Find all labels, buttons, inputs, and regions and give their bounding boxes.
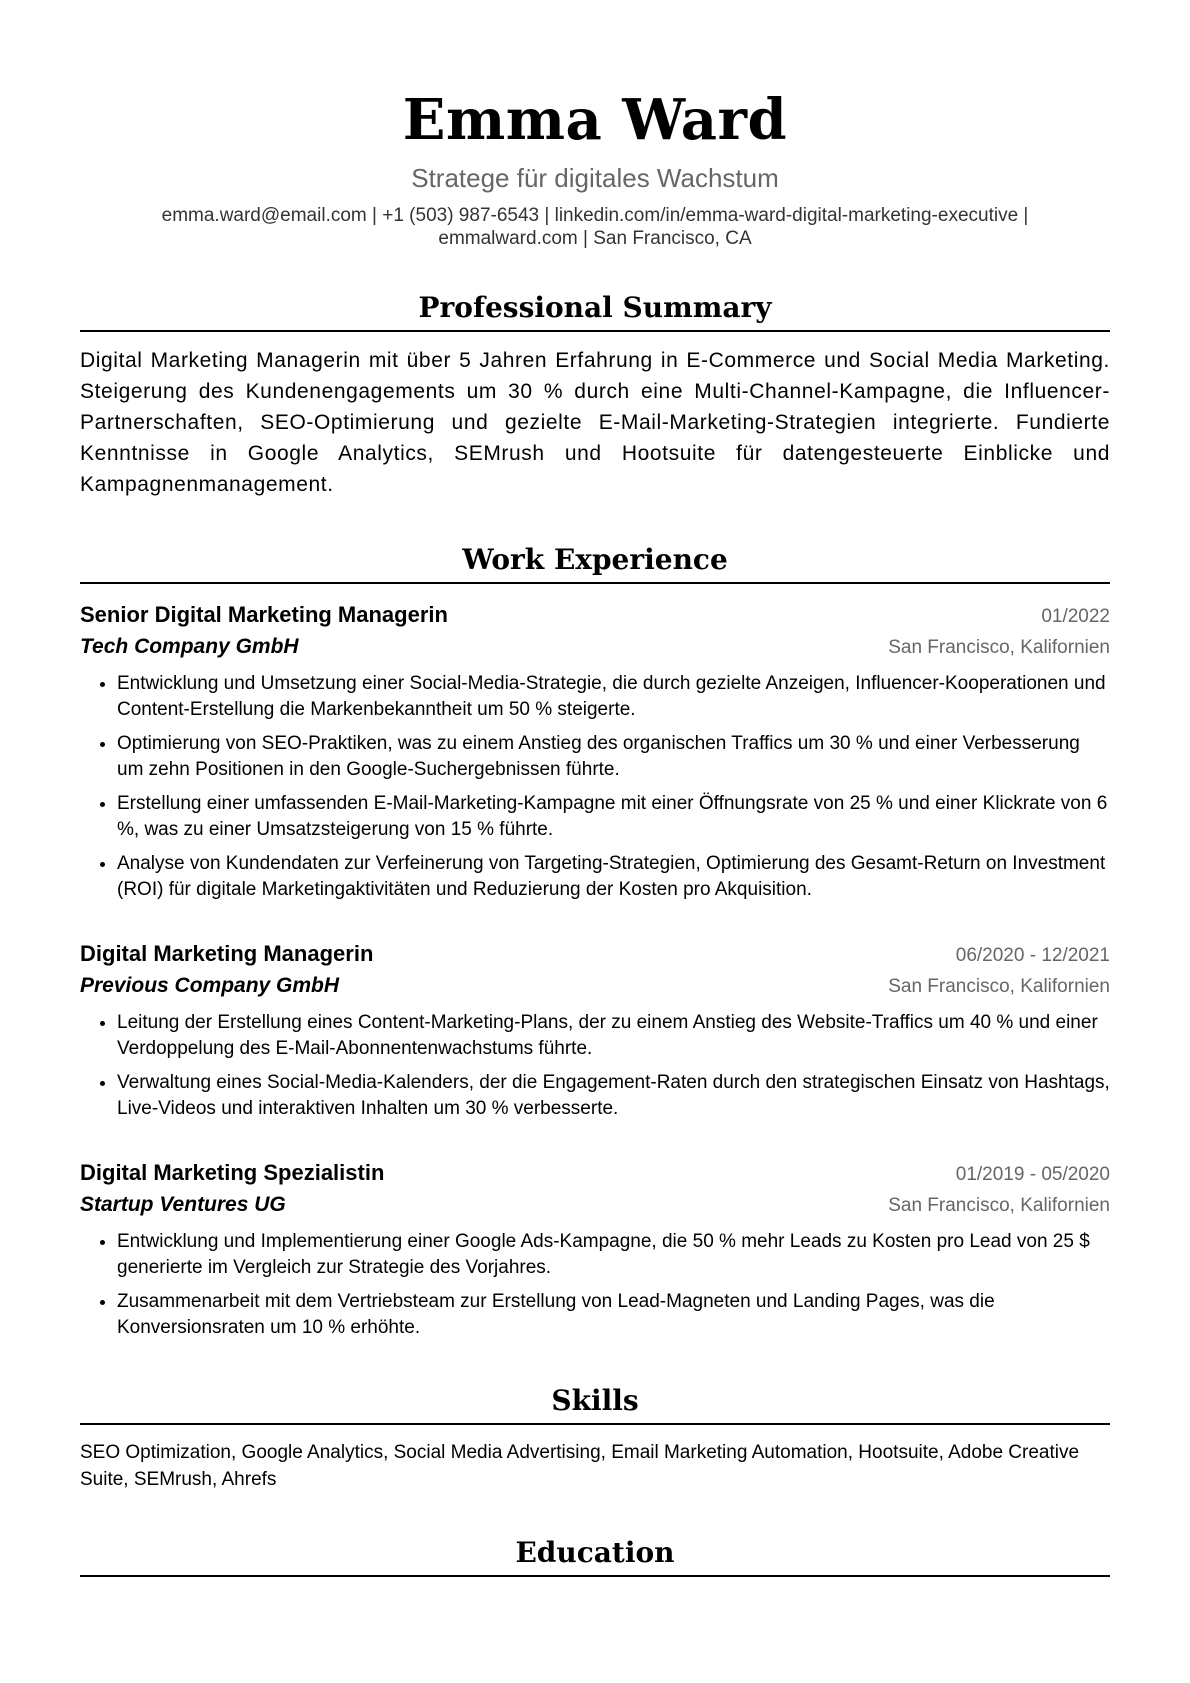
summary-heading: Professional Summary bbox=[80, 290, 1110, 332]
resume-header bbox=[80, 0, 1110, 250]
job-location: San Francisco, Kalifornien bbox=[888, 976, 1110, 997]
job-company: Startup Ventures UG bbox=[80, 1193, 286, 1216]
bullet-item: • Entwicklung und Implementierung einer Google Ads-Kampagne, die 50 % mehr Leads zu Kosten pro Lead von 25 $ generierte im Vergleich zur Strategie des Vorjahres. bbox=[117, 1229, 1110, 1281]
job-entry bbox=[80, 600, 1110, 903]
job-bullets bbox=[80, 671, 1110, 903]
job-title: Digital Marketing Spezialistin bbox=[80, 1160, 385, 1185]
bullet-item: • Erstellung einer umfassenden E-Mail-Marketing-Kampagne mit einer Öffnungsrate von 25 % und einer Klickrate von 6 %, was zu einer Umsatzsteigerung von 15 % führte. bbox=[117, 791, 1110, 843]
bullet-item: • Leitung der Erstellung eines Content-Marketing-Plans, der zu einem Anstieg des Website-Traffics um 40 % und einer Verdoppelung des E-Mail-Abonnentenwachstums führte. bbox=[117, 1010, 1110, 1062]
candidate-name: Emma Ward bbox=[402, 87, 788, 153]
bullet-item: • Verwaltung eines Social-Media-Kalenders, der die Engagement-Raten durch den strategischen Einsatz von Hashtags, Live-Videos und interaktiven Inhalten um 30 % verbesserte. bbox=[117, 1070, 1110, 1122]
bullet-item: • Optimierung von SEO-Praktiken, was zu einem Anstieg des organischen Traffics um 30 % und einer Verbesserung um zehn Positionen in den Google-Suchergebnissen führte. bbox=[117, 731, 1110, 783]
contact-line-1: emma.ward@email.com | +1 (503) 987-6543 | linkedin.com/in/emma-ward-digital-marketing-executive | bbox=[161, 205, 1029, 226]
summary-text: Digital Marketing Managerin mit über 5 Jahren Erfahrung in E-Commerce und Social Media Marketing. Steigerung des Kundenengagements um 30 % durch eine Multi-Channel-Kampagne, die Influencer-Partnerschaften, SEO-Optimierung und gezielte E-Mail-Marketing-Strategien integrierte. Fundierte Kenntnisse in Google Analytics, SEMrush und Hootsuite für datengesteuerte Einblicke und Kampagnenmanagement. bbox=[80, 349, 1110, 496]
bullet-item: • Analyse von Kundendaten zur Verfeinerung von Targeting-Strategien, Optimierung des Gesamt-Return on Investment (ROI) für digitale Marketingaktivitäten und Reduzierung der Kosten pro Akquisition. bbox=[117, 851, 1110, 903]
job-bullets bbox=[80, 1229, 1110, 1341]
job-title: Senior Digital Marketing Managerin bbox=[80, 602, 448, 627]
contact-info bbox=[80, 204, 1110, 250]
skills-section bbox=[80, 1383, 1110, 1493]
job-date: 01/2019 - 05/2020 bbox=[955, 1164, 1110, 1185]
job-date: 01/2022 bbox=[1041, 606, 1110, 627]
contact-line-2: emmalward.com | San Francisco, CA bbox=[438, 228, 752, 249]
work-experience-heading: Work Experience bbox=[80, 542, 1110, 584]
job-location: San Francisco, Kalifornien bbox=[888, 637, 1110, 658]
work-experience-section bbox=[80, 542, 1110, 1341]
bullet-item: • Zusammenarbeit mit dem Vertriebsteam zur Erstellung von Lead-Magneten und Landing Pages, was die Konversionsraten um 10 % erhöhte. bbox=[117, 1289, 1110, 1341]
job-location: San Francisco, Kalifornien bbox=[888, 1195, 1110, 1216]
job-bullets bbox=[80, 1010, 1110, 1122]
job-entry bbox=[80, 939, 1110, 1122]
job-entry bbox=[80, 1158, 1110, 1341]
job-company: Previous Company GmbH bbox=[80, 974, 340, 997]
candidate-tagline: Stratege für digitales Wachstum bbox=[411, 163, 779, 193]
education-section bbox=[80, 1535, 1110, 1577]
skills-heading: Skills bbox=[80, 1383, 1110, 1425]
skills-list: SEO Optimization, Google Analytics, Social Media Advertising, Email Marketing Automation, Hootsuite, Adobe Creative Suite, SEMrush, Ahrefs bbox=[80, 1442, 1080, 1490]
bullet-item: • Entwicklung und Umsetzung einer Social-Media-Strategie, die durch gezielte Anzeigen, Influencer-Kooperationen und Content-Erstellung die Markenbekanntheit um 50 % steigerte. bbox=[117, 671, 1110, 723]
job-date: 06/2020 - 12/2021 bbox=[955, 945, 1110, 966]
summary-section bbox=[80, 290, 1110, 500]
job-company: Tech Company GmbH bbox=[80, 635, 299, 658]
job-title: Digital Marketing Managerin bbox=[80, 941, 374, 966]
education-heading: Education bbox=[80, 1535, 1110, 1577]
